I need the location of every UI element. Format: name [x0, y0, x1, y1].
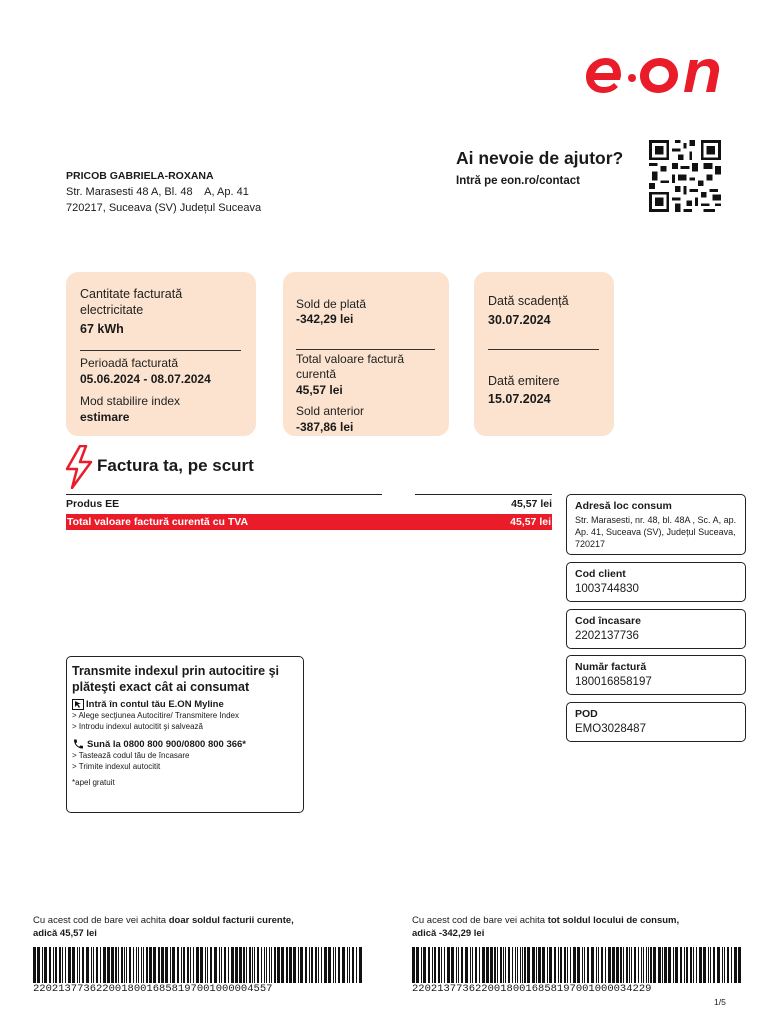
barcode-bar	[37, 947, 40, 983]
barcode-bar	[126, 947, 127, 983]
barcode-bar	[293, 947, 296, 983]
barcode-bar	[158, 947, 160, 983]
barcode-right-amount: adică -342,29 lei	[412, 928, 485, 939]
barcode-bar	[264, 947, 265, 983]
barcode-bar	[333, 947, 334, 983]
barcode-right-text: Cu acest cod de bare vei achita	[412, 915, 548, 926]
prev-value: -387,86 lei	[296, 420, 354, 434]
barcode-bar	[352, 947, 354, 983]
barcode-bar	[444, 947, 445, 983]
barcode-bar	[731, 947, 732, 983]
produs-label: Produs EE	[66, 498, 120, 510]
mode-label: Mod stabilire index	[80, 394, 181, 408]
barcode-right-bold: tot soldul locului de consum,	[547, 915, 680, 926]
client-value: 1003744830	[575, 583, 639, 595]
barcode-bar	[271, 947, 272, 983]
total-vat-label: Total valoare factură curentă cu TVA	[67, 516, 249, 528]
barcode-bar	[318, 947, 319, 983]
barcode-bar	[503, 947, 504, 983]
incasare-value: 2202137736	[575, 630, 639, 642]
customer-address-line1: Str. Marasesti 48 A, Bl. 48 A, Ap. 41	[66, 186, 249, 198]
barcode-left-bold: doar soldul facturii curente,	[168, 915, 294, 926]
barcode-bar	[261, 947, 262, 983]
barcode-bar	[690, 947, 692, 983]
barcode-bar	[183, 947, 185, 983]
page-number: 1/5	[714, 997, 726, 1007]
barcode-bar	[432, 947, 433, 983]
eon-logo	[582, 52, 732, 98]
barcode-bar	[738, 947, 741, 983]
barcode-bar	[675, 947, 678, 983]
barcode-left-number: 22021377362200180016858197001000004557	[33, 983, 273, 995]
barcode-bar	[587, 947, 589, 983]
barcode-bar	[224, 947, 226, 983]
phone-row	[72, 738, 298, 750]
barcode-bar	[608, 947, 611, 983]
barcode-bar	[59, 947, 61, 983]
barcode-bar	[567, 947, 568, 983]
barcode-bar	[254, 947, 255, 983]
barcode-bar	[629, 947, 630, 983]
card2-divider	[296, 349, 435, 350]
barcode-bar	[658, 947, 661, 983]
barcode-left-amount: adică 45,57 lei	[33, 928, 97, 939]
info-box-invoice	[566, 655, 746, 695]
barcode-bar	[441, 947, 442, 983]
barcode-bar	[416, 947, 419, 983]
barcode-left-caption	[33, 914, 353, 940]
barcode-bar	[465, 947, 468, 983]
barcode-bar	[207, 947, 208, 983]
barcode-bar	[68, 947, 71, 983]
barcode-bar	[461, 947, 463, 983]
barcode-bar	[269, 947, 270, 983]
barcode-bar	[650, 947, 652, 983]
issue-label: Dată emitere	[488, 374, 560, 388]
barcode-bar	[673, 947, 674, 983]
barcode-bar	[470, 947, 471, 983]
barcode-bar	[434, 947, 436, 983]
barcode-bar	[584, 947, 585, 983]
barcode-bar	[286, 947, 288, 983]
barcode-bar	[115, 947, 117, 983]
barcode-bar	[170, 947, 171, 983]
barcode-bar	[722, 947, 723, 983]
barcode-bar	[124, 947, 125, 983]
barcode-bar	[315, 947, 317, 983]
barcode-bar	[86, 947, 89, 983]
barcode-bar	[221, 947, 222, 983]
barcode-bar	[428, 947, 430, 983]
barcode-bar	[458, 947, 459, 983]
help-block	[456, 148, 623, 187]
barcode-bar	[591, 947, 594, 983]
barcode-bar	[582, 947, 583, 983]
section-title: Factura ta, pe scurt	[97, 456, 254, 475]
barcode-bar	[564, 947, 566, 983]
barcode-bar	[605, 947, 606, 983]
barcode-bar	[538, 947, 541, 983]
barcode-bar	[289, 947, 292, 983]
total-label: Total valoare factură curentă	[296, 352, 405, 381]
phone-label[interactable]: Sună la 0800 800 900/0800 800 366*	[87, 738, 246, 750]
qr-code-icon[interactable]	[648, 140, 722, 212]
barcode-bar	[281, 947, 284, 983]
barcode-bar	[475, 947, 477, 983]
barcode-bar	[668, 947, 671, 983]
barcode-bar	[601, 947, 603, 983]
barcode-bar	[641, 947, 642, 983]
barcode-bar	[482, 947, 485, 983]
lightning-bolt-icon	[64, 445, 94, 489]
barcode-bar	[542, 947, 545, 983]
address-label: Adresă loc consum	[575, 500, 672, 512]
barcode-bar	[653, 947, 656, 983]
barcode-bar	[703, 947, 706, 983]
barcode-bar	[200, 947, 203, 983]
customer-block	[66, 168, 261, 216]
barcode-bar	[196, 947, 199, 983]
barcode-bar	[91, 947, 92, 983]
barcode-bar	[549, 947, 552, 983]
barcode-bar	[486, 947, 489, 983]
barcode-bar	[239, 947, 242, 983]
barcode-bar	[172, 947, 175, 983]
barcode-bar	[103, 947, 106, 983]
invoice-value: 180016858197	[575, 676, 652, 688]
barcode-bar	[648, 947, 649, 983]
barcode-bar	[612, 947, 615, 983]
barcode-bar	[634, 947, 636, 983]
barcode-bar	[342, 947, 345, 983]
barcode-bar	[623, 947, 624, 983]
barcode-bar	[93, 947, 94, 983]
barcode-bar	[508, 947, 510, 983]
barcode-bar	[149, 947, 152, 983]
barcode-bar	[79, 947, 80, 983]
address-value: Str. Marasesti, nr. 48, bl. 48A , Sc. A, ap. Ap. 41, Suceava (SV), Județul Suceava, 720217	[575, 515, 737, 549]
summary-card-balance	[283, 272, 449, 436]
barcode-bar	[349, 947, 350, 983]
info-box-address	[566, 494, 746, 555]
barcode-bar	[165, 947, 168, 983]
barcode-bar	[55, 947, 57, 983]
barcode-bar	[338, 947, 340, 983]
table-row-produs	[66, 498, 552, 510]
phone-icon	[72, 738, 85, 750]
barcode-bar	[734, 947, 737, 983]
autocitire-title: Transmite indexul prin autocitire şi plăteşti exact cât ai consumat	[72, 664, 279, 694]
total-vat-value: 45,57 lei	[510, 516, 551, 528]
customer-name: PRICOB GABRIELA-ROXANA	[66, 170, 214, 182]
produs-value: 45,57 lei	[511, 498, 552, 510]
barcode-bar	[708, 947, 709, 983]
barcode-bar	[596, 947, 597, 983]
barcode-bar	[693, 947, 694, 983]
barcode-bar	[161, 947, 164, 983]
table-row-total	[66, 514, 552, 530]
barcode-bar	[133, 947, 134, 983]
total-value: 45,57 lei	[296, 383, 343, 397]
barcode-bar	[347, 947, 348, 983]
barcode-bar	[62, 947, 63, 983]
barcode-bar	[684, 947, 685, 983]
barcode-bar	[680, 947, 682, 983]
barcode-bar	[710, 947, 711, 983]
barcode-bar	[472, 947, 473, 983]
barcode-bar	[277, 947, 280, 983]
barcode-bar	[72, 947, 75, 983]
barcode-bar	[505, 947, 506, 983]
barcode-bar	[274, 947, 276, 983]
invoice-label: Număr factură	[575, 661, 647, 673]
barcode-bar	[44, 947, 47, 983]
autocitire-box	[66, 656, 304, 813]
barcode-left[interactable]	[33, 947, 365, 983]
barcode-bar	[82, 947, 84, 983]
barcode-bar	[328, 947, 331, 983]
barcode-bar	[451, 947, 454, 983]
barcode-bar	[49, 947, 51, 983]
barcode-bar	[205, 947, 206, 983]
barcode-bar	[65, 947, 66, 983]
barcode-bar	[522, 947, 523, 983]
barcode-bar	[573, 947, 576, 983]
barcode-bar	[136, 947, 137, 983]
period-value: 05.06.2024 - 08.07.2024	[80, 372, 211, 386]
barcode-right-number: 22021377362200180016858197001000034229	[412, 983, 652, 995]
table-rule-right	[415, 494, 552, 495]
prev-label: Sold anterior	[296, 404, 365, 418]
barcode-bar	[321, 947, 322, 983]
help-link[interactable]: Intră pe eon.ro/contact	[456, 175, 580, 187]
barcode-bar	[515, 947, 516, 983]
barcode-bar	[53, 947, 54, 983]
barcode-bar	[324, 947, 327, 983]
barcode-bar	[42, 947, 43, 983]
due-label: Dată scadență	[488, 294, 569, 308]
barcode-bar	[111, 947, 114, 983]
barcode-bar	[662, 947, 663, 983]
barcode-bar	[438, 947, 440, 983]
barcode-bar	[141, 947, 142, 983]
barcode-bar	[146, 947, 148, 983]
barcode-bar	[631, 947, 632, 983]
barcode-bar	[96, 947, 98, 983]
barcode-bar	[187, 947, 189, 983]
barcode-bar	[560, 947, 562, 983]
client-label: Cod client	[575, 568, 626, 580]
barcode-bar	[138, 947, 139, 983]
barcode-bar	[490, 947, 493, 983]
barcode-bar	[118, 947, 119, 983]
barcode-right[interactable]	[412, 947, 744, 983]
barcode-bar	[305, 947, 307, 983]
barcode-bar	[129, 947, 131, 983]
barcode-bar	[500, 947, 502, 983]
barcode-bar	[33, 947, 36, 983]
barcode-bar	[252, 947, 253, 983]
info-box-pod	[566, 702, 746, 742]
barcode-bar	[231, 947, 234, 983]
issue-value: 15.07.2024	[488, 392, 551, 406]
card1-divider	[80, 350, 241, 351]
online-step-1: > Alege secţiunea Autocitire/ Transmitere Index	[72, 711, 239, 720]
barcode-bar	[243, 947, 245, 983]
barcode-bar	[249, 947, 251, 983]
pod-value: EMO3028487	[575, 723, 646, 735]
free-call-note: *apel gratuit	[72, 778, 115, 787]
barcode-bar	[717, 947, 720, 983]
barcode-bar	[193, 947, 194, 983]
barcode-bar	[646, 947, 647, 983]
barcode-bar	[713, 947, 715, 983]
barcode-bar	[517, 947, 518, 983]
barcode-bar	[570, 947, 571, 983]
phone-step-2: > Trimite indexul autocitit	[72, 762, 161, 771]
barcode-bar	[512, 947, 513, 983]
barcode-bar	[121, 947, 123, 983]
barcode-bar	[696, 947, 697, 983]
due-value: 30.07.2024	[488, 313, 551, 327]
barcode-bar	[626, 947, 628, 983]
online-label[interactable]: Intră în contul tău E.ON Myline	[86, 699, 224, 710]
barcode-bar	[558, 947, 559, 983]
barcode-bar	[100, 947, 101, 983]
pod-label: POD	[575, 708, 598, 720]
barcode-bar	[107, 947, 110, 983]
barcode-bar	[554, 947, 556, 983]
barcode-bar	[77, 947, 78, 983]
qty-label: Cantitate facturată electricitate	[80, 287, 183, 317]
barcode-bar	[311, 947, 313, 983]
barcode-bar	[699, 947, 702, 983]
barcode-left-text: Cu acest cod de bare vei achita	[33, 915, 169, 926]
phone-step-1: > Tastează codul tău de încasare	[72, 751, 190, 760]
barcode-bar	[620, 947, 622, 983]
barcode-bar	[664, 947, 667, 983]
barcode-bar	[686, 947, 688, 983]
barcode-bar	[235, 947, 238, 983]
barcode-bar	[643, 947, 644, 983]
cursor-icon	[72, 699, 84, 710]
barcode-bar	[266, 947, 267, 983]
period-label: Perioadă facturată	[80, 356, 179, 370]
barcode-bar	[547, 947, 548, 983]
barcode-bar	[524, 947, 526, 983]
barcode-bar	[300, 947, 303, 983]
customer-address-line2: 720217, Suceava (SV) Județul Suceava	[66, 202, 262, 214]
barcode-bar	[494, 947, 496, 983]
barcode-bar	[497, 947, 498, 983]
barcode-bar	[577, 947, 580, 983]
barcode-bar	[177, 947, 179, 983]
barcode-bar	[532, 947, 535, 983]
table-rule-left	[66, 494, 382, 495]
online-row	[72, 699, 298, 710]
info-box-incasare	[566, 609, 746, 649]
barcode-bar	[456, 947, 457, 983]
barcode-bar	[246, 947, 247, 983]
barcode-bar	[727, 947, 729, 983]
barcode-bar	[210, 947, 212, 983]
barcode-bar	[257, 947, 259, 983]
barcode-bar	[421, 947, 422, 983]
info-box-client	[566, 562, 746, 602]
barcode-bar	[143, 947, 144, 983]
barcode-bar	[527, 947, 530, 983]
online-step-2: > Introdu indexul autocitit şi salvează	[72, 722, 203, 731]
barcode-bar	[479, 947, 480, 983]
summary-card-consumption	[66, 272, 256, 436]
barcode-right-caption	[412, 914, 732, 940]
barcode-bar	[359, 947, 362, 983]
card3-divider	[488, 349, 599, 350]
barcode-bar	[616, 947, 619, 983]
barcode-bar	[181, 947, 182, 983]
qty-value: 67 kWh	[80, 322, 124, 336]
barcode-bar	[190, 947, 191, 983]
barcode-bar	[298, 947, 299, 983]
barcode-bar	[724, 947, 725, 983]
barcode-bar	[153, 947, 156, 983]
barcode-bar	[638, 947, 639, 983]
barcode-bar	[520, 947, 521, 983]
barcode-bar	[309, 947, 310, 983]
barcode-bar	[412, 947, 415, 983]
sold-value: -342,29 lei	[296, 312, 354, 326]
mode-value: estimare	[80, 410, 130, 424]
barcode-bar	[536, 947, 537, 983]
barcode-bar	[214, 947, 217, 983]
barcode-bar	[447, 947, 450, 983]
barcode-bar	[423, 947, 426, 983]
barcode-bar	[356, 947, 357, 983]
barcode-bar	[598, 947, 599, 983]
barcode-bar	[228, 947, 229, 983]
barcode-bar	[335, 947, 336, 983]
summary-card-dates	[474, 272, 614, 436]
incasare-label: Cod încasare	[575, 615, 641, 627]
barcode-bar	[219, 947, 220, 983]
sold-label: Sold de plată	[296, 297, 367, 311]
help-title: Ai nevoie de ajutor?	[456, 148, 624, 168]
